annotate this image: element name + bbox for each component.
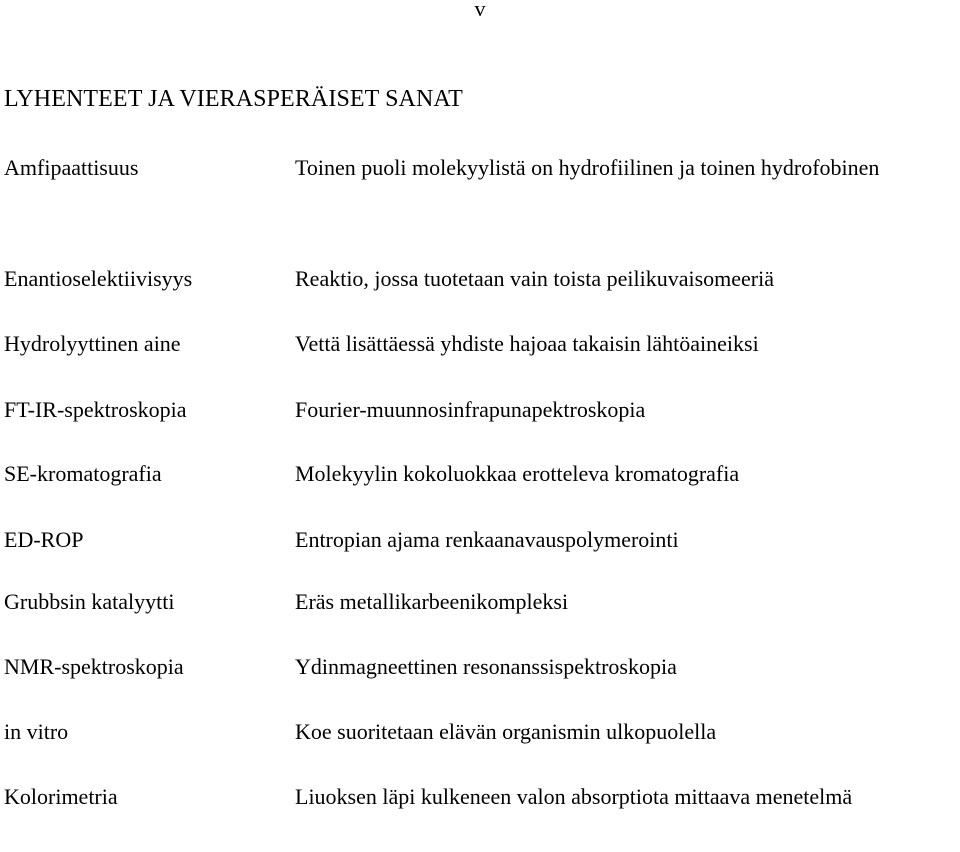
glossary-term: in vitro	[4, 719, 69, 744]
glossary-term: Hydrolyyttinen aine	[4, 331, 181, 356]
glossary-term: ED-ROP	[4, 527, 84, 552]
glossary-definition: Fourier-muunnosinfrapunapektroskopia	[295, 397, 646, 422]
glossary-definition: Vettä lisättäessä yhdiste hajoaa takaisin lähtöaineiksi	[295, 331, 759, 356]
glossary-definition: Ydinmagneettinen resonanssispektroskopia	[295, 654, 677, 679]
glossary-definition: Koe suoritetaan elävän organismin ulkopuolella	[295, 719, 717, 744]
glossary-definition: Eräs metallikarbeenikompleksi	[295, 589, 569, 614]
page-number: v	[474, 0, 486, 21]
glossary-definition: Reaktio, jossa tuotetaan vain toista peilikuvaisomeeriä	[295, 266, 774, 291]
glossary-term: Enantioselektiivisyys	[4, 266, 193, 291]
glossary-definition: Toinen puoli molekyylistä on hydrofiilinen ja toinen hydrofobinen	[295, 155, 880, 180]
glossary-term: FT-IR-spektroskopia	[4, 397, 187, 422]
glossary-definition: Molekyylin kokoluokkaa erotteleva kromatografia	[295, 461, 740, 486]
page-title: LYHENTEET JA VIERASPERÄISET SANAT	[4, 86, 463, 112]
glossary-definition: Entropian ajama renkaanavauspolymerointi	[295, 527, 679, 552]
glossary-definition: Liuoksen läpi kulkeneen valon absorptiota mittaava menetelmä	[295, 784, 853, 809]
glossary-term: Amfipaattisuus	[4, 155, 139, 180]
glossary-term: NMR-spektroskopia	[4, 654, 184, 679]
glossary-term: Kolorimetria	[4, 784, 118, 809]
glossary-term: SE-kromatografia	[4, 461, 162, 486]
glossary-term: Grubbsin katalyytti	[4, 589, 175, 614]
